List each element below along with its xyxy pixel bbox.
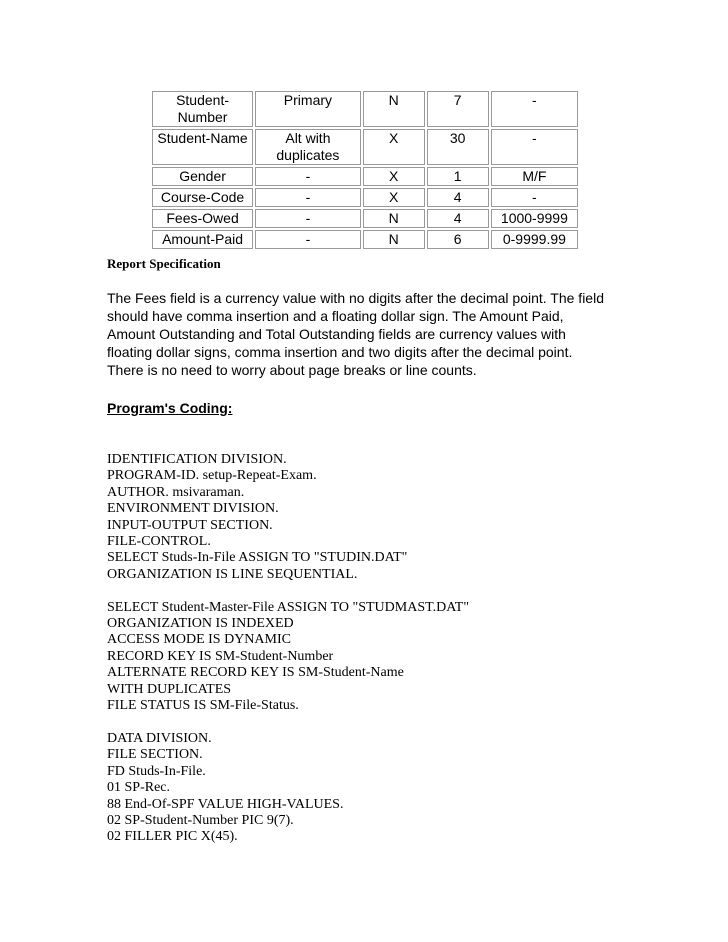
table-cell: 6 [427,230,489,249]
table-cell: Primary [255,91,361,127]
paragraph-line: There is no need to worry about page breaks or line counts. [107,362,477,378]
code-line: ORGANIZATION IS LINE SEQUENTIAL. [107,566,358,582]
code-line: IDENTIFICATION DIVISION. [107,452,287,467]
cobol-code-block [107,452,469,846]
table-cell: N [363,230,425,249]
table-cell: - [491,91,578,127]
table-row [152,230,578,249]
table-cell: - [255,230,361,249]
table-cell: Alt with duplicates [255,129,361,165]
program-coding-title: Program's Coding: [107,400,233,416]
table-cell: 30 [427,129,489,165]
code-line: ORGANIZATION IS INDEXED [107,616,294,632]
code-line: ENVIRONMENT DIVISION. [107,501,279,517]
table-cell: N [363,91,425,127]
code-line: PROGRAM-ID. setup-Repeat-Exam. [107,468,317,484]
table-row [152,167,578,186]
code-line: 02 SP-Student-Number PIC 9(7). [107,812,294,828]
table-row [152,188,578,207]
table-cell: M/F [491,167,578,186]
table-cell: Course-Code [152,188,253,207]
paragraph-line: floating dollar signs, comma insertion and two digits after the decimal point. [107,344,573,360]
code-line: 88 End-Of-SPF VALUE HIGH-VALUES. [107,796,344,812]
report-spec-paragraph [107,289,627,379]
code-line: 01 SP-Rec. [107,780,170,796]
field-spec-table [150,89,580,251]
table-cell: - [255,209,361,228]
table-cell: 4 [427,188,489,207]
table-row [152,91,578,127]
code-line [107,583,469,599]
code-line: FILE-CONTROL. [107,534,211,550]
field-spec-table-body [152,91,578,249]
table-cell: 4 [427,209,489,228]
table-cell: N [363,209,425,228]
code-line: FILE SECTION. [107,747,203,763]
code-line: 02 FILLER PIC X(45). [107,829,238,845]
report-spec-title: Report Specification [107,256,221,271]
code-line: SELECT Student-Master-File ASSIGN TO "STUDMAST.DAT" [107,599,470,615]
code-line: FD Studs-In-File. [107,763,206,779]
table-row [152,129,578,165]
table-cell: 1 [427,167,489,186]
paragraph-line: The Fees field is a currency value with no digits after the decimal point. The field [107,290,604,306]
table-cell: Student- Number [152,91,253,127]
table-cell: - [255,188,361,207]
table-cell: X [363,188,425,207]
paragraph-line: Amount Outstanding and Total Outstanding fields are currency values with [107,326,566,342]
table-cell: Amount-Paid [152,230,253,249]
code-line: ACCESS MODE IS DYNAMIC [107,632,291,648]
table-cell: Student-Name [152,129,253,165]
table-cell: Fees-Owed [152,209,253,228]
code-line: SELECT Studs-In-File ASSIGN TO "STUDIN.DAT" [107,550,408,566]
code-line: DATA DIVISION. [107,730,212,746]
code-line: INPUT-OUTPUT SECTION. [107,517,273,533]
code-line: FILE STATUS IS SM-File-Status. [107,698,299,714]
table-cell: - [491,188,578,207]
table-cell: - [491,129,578,165]
table-cell: Gender [152,167,253,186]
table-cell: 1000-9999 [491,209,578,228]
table-cell: 7 [427,91,489,127]
table-cell: X [363,167,425,186]
table-cell: - [255,167,361,186]
code-line: RECORD KEY IS SM-Student-Number [107,648,334,664]
table-cell: 0-9999.99 [491,230,578,249]
code-line: WITH DUPLICATES [107,681,232,697]
table-cell: X [363,129,425,165]
paragraph-line: should have comma insertion and a floating dollar sign. The Amount Paid, [107,308,564,324]
code-line: ALTERNATE RECORD KEY IS SM-Student-Name [107,665,404,681]
table-row [152,209,578,228]
code-line [107,714,469,730]
code-line: AUTHOR. msivaraman. [107,484,245,500]
